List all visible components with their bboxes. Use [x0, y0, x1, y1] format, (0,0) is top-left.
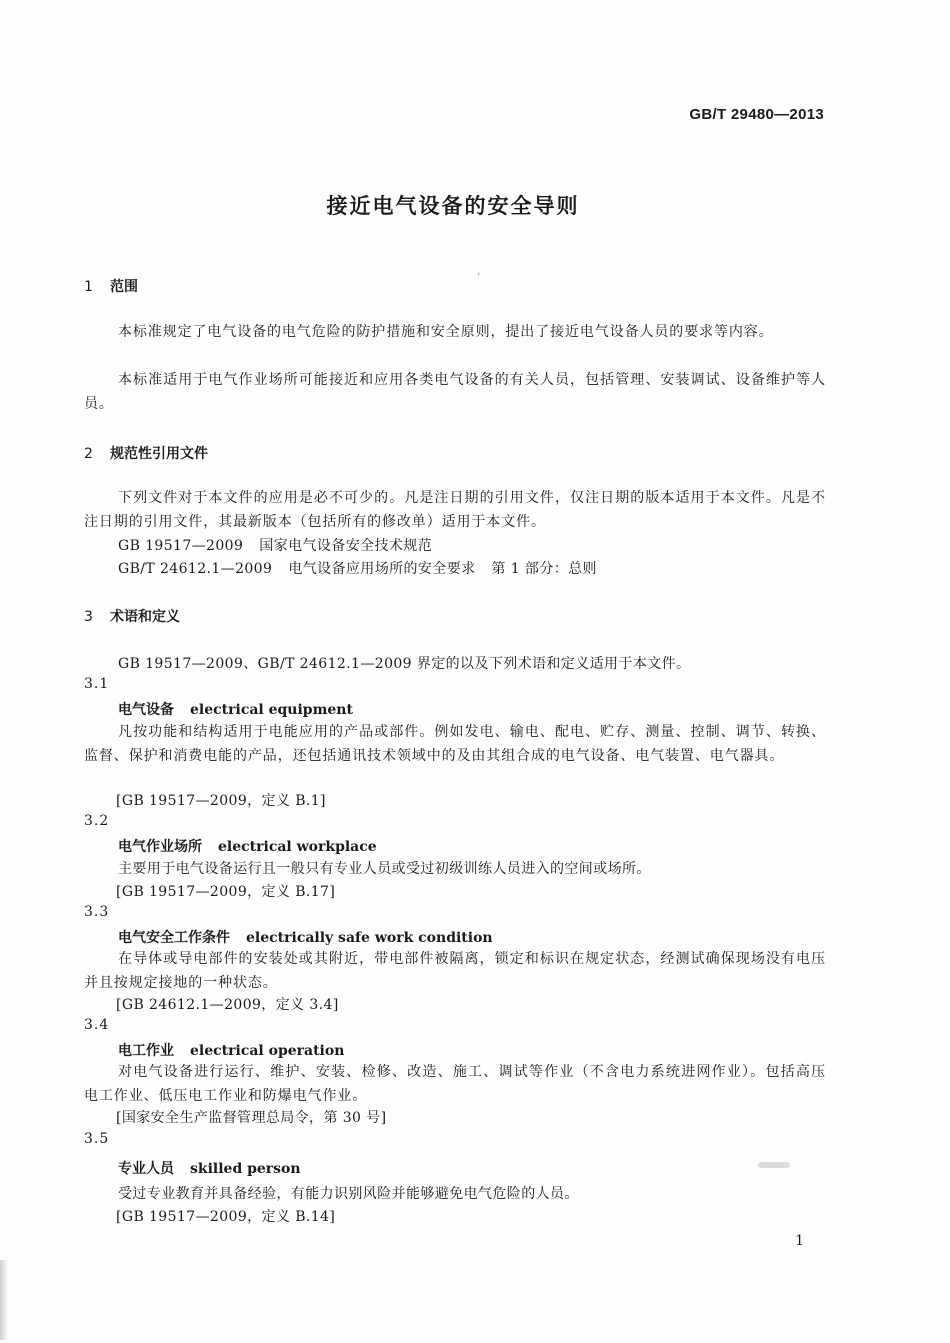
term-source: [GB 19517—2009，定义 B.17] — [116, 884, 336, 900]
term-zh: 电气安全工作条件 — [118, 930, 230, 946]
section-title: 术语和定义 — [110, 609, 180, 625]
section-title: 范围 — [110, 279, 138, 295]
term-en: skilled person — [190, 1161, 301, 1177]
term-heading — [118, 927, 493, 947]
document-title: 接近电气设备的安全导则 — [326, 194, 580, 218]
term-number: 3.4 — [84, 1017, 110, 1033]
reference-part: 第 1 部分：总则 — [491, 561, 597, 577]
term-source: [GB 19517—2009，定义 B.14] — [116, 1209, 336, 1225]
scan-mark: ʻ — [477, 272, 481, 283]
section-number: 2 — [84, 446, 93, 462]
page-number: 1 — [795, 1233, 804, 1249]
reference-2 — [118, 558, 597, 578]
reference-code: GB/T 24612.1—2009 — [118, 561, 273, 577]
reference-title: 国家电气设备安全技术规范 — [259, 538, 433, 554]
term-heading — [118, 1158, 301, 1178]
term-number: 3.5 — [84, 1131, 110, 1147]
scan-smudge — [758, 1162, 790, 1168]
term-zh: 电工作业 — [118, 1043, 174, 1059]
term-definition: 在导体或导电部件的安装处或其附近，带电部件被隔离，锁定和标识在规定状态，经测试确保现场没有电压并且按规定接地的一种状态。 — [84, 951, 826, 991]
term-source: [GB 19517—2009，定义 B.1] — [116, 793, 326, 809]
reference-1 — [118, 535, 432, 555]
term-definition: 凡按功能和结构适用于电能应用的产品或部件。例如发电、输电、配电、贮存、测量、控制、调节、转换、监督、保护和消费电能的产品，还包括通讯技术领域中的及由其组合成的电气设备、电气装置、电气器具。 — [84, 724, 826, 764]
section-1-heading — [84, 276, 138, 296]
term-zh: 专业人员 — [118, 1161, 174, 1177]
section-3-intro: GB 19517—2009、GB/T 24612.1—2009 界定的以及下列术语和定义适用于本文件。 — [118, 656, 691, 672]
term-en: electrically safe work condition — [246, 930, 493, 946]
section-2-heading — [84, 443, 208, 463]
term-heading — [118, 1040, 344, 1060]
section-title: 规范性引用文件 — [110, 446, 208, 462]
section-2-paragraph-1: 下列文件对于本文件的应用是必不可少的。凡是注日期的引用文件，仅注日期的版本适用于本文件。凡是不注日期的引用文件，其最新版本（包括所有的修改单）适用于本文件。 — [84, 490, 826, 530]
term-source: [国家安全生产监督管理总局令，第 30 号] — [116, 1110, 387, 1126]
scan-edge-shadow — [0, 1260, 8, 1340]
standard-number: GB/T 29480—2013 — [689, 106, 824, 123]
term-heading — [118, 699, 353, 719]
term-zh: 电气作业场所 — [118, 839, 202, 855]
section-1-paragraph-1: 本标准规定了电气设备的电气危险的防护措施和安全原则，提出了接近电气设备人员的要求等内容。 — [118, 324, 774, 340]
term-zh: 电气设备 — [118, 702, 174, 718]
term-number: 3.1 — [84, 676, 110, 692]
term-en: electrical equipment — [190, 702, 353, 718]
section-3-heading — [84, 606, 180, 626]
term-en: electrical operation — [190, 1043, 345, 1059]
section-number: 3 — [84, 609, 93, 625]
section-number: 1 — [84, 279, 93, 295]
term-number: 3.3 — [84, 904, 110, 920]
term-definition: 受过专业教育并具备经验，有能力识别风险并能够避免电气危险的人员。 — [118, 1186, 579, 1202]
term-heading — [118, 836, 377, 856]
term-definition: 对电气设备进行运行、维护、安装、检修、改造、施工、调试等作业（不含电力系统进网作业）。包括高压电工作业、低压电工作业和防爆电气作业。 — [84, 1064, 826, 1104]
section-1-paragraph-2: 本标准适用于电气作业场所可能接近和应用各类电气设备的有关人员，包括管理、安装调试、设备维护等人员。 — [84, 372, 826, 412]
term-en: electrical workplace — [218, 839, 377, 855]
term-number: 3.2 — [84, 813, 110, 829]
reference-code: GB 19517—2009 — [118, 538, 244, 554]
reference-title: 电气设备应用场所的安全要求 — [288, 561, 476, 577]
term-source: [GB 24612.1—2009，定义 3.4] — [116, 997, 339, 1013]
term-definition: 主要用于电气设备运行且一般只有专业人员或受过初级训练人员进入的空间或场所。 — [118, 861, 651, 877]
